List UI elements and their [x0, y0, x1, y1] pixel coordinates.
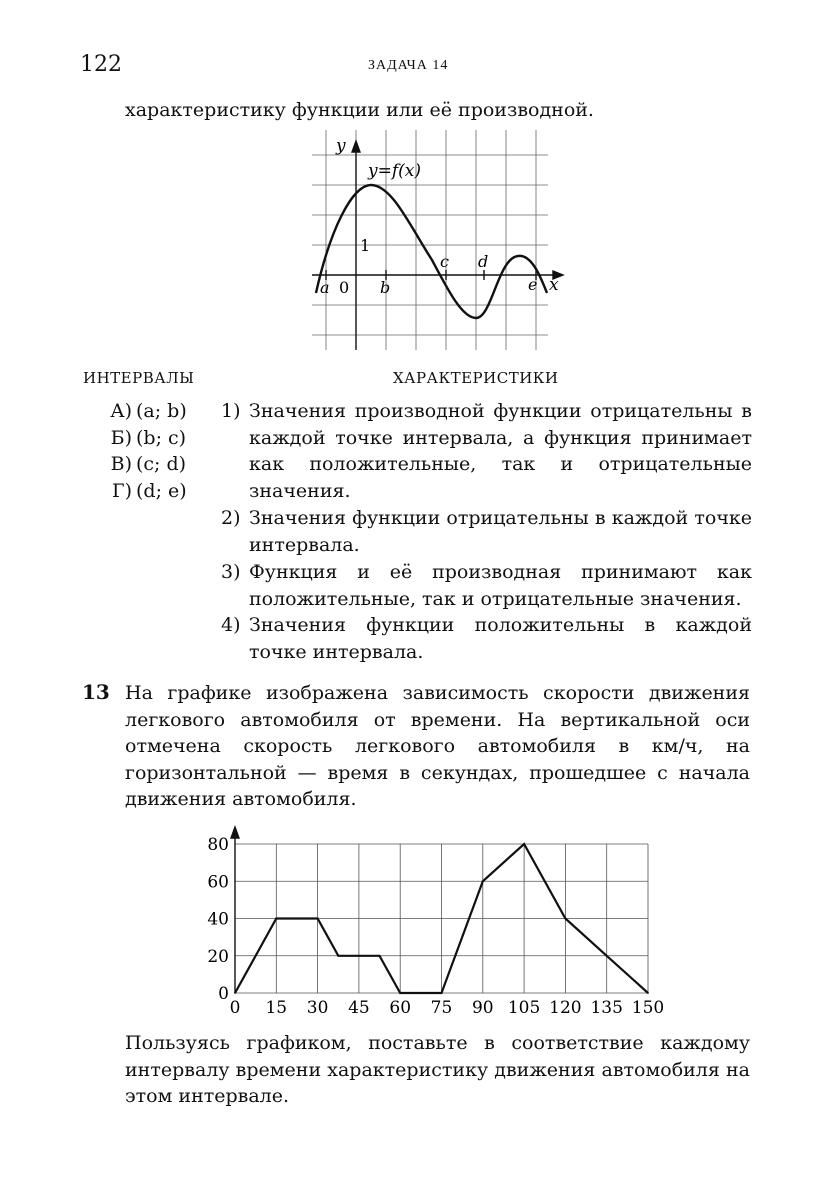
- data-point: [647, 992, 649, 994]
- function-graph-grid: [312, 130, 548, 350]
- task-text: На графике изображена зависимость скорости движения легкового автомобиля от времени. На вертикальной оси отмечена скорость легкового автомобиля в км/ч, на горизонтальной — время в секундах, прошедшее с начала движения автомобиля.: [125, 682, 750, 810]
- x-tick-label: 105: [507, 998, 541, 1018]
- page-number: 122: [80, 52, 122, 77]
- speed-chart-axes: [231, 827, 239, 993]
- characteristic-text: Значения функции положительны в каждой точке интервала.: [249, 614, 752, 663]
- characteristic-text: Значения производной функции отрицательны в каждой точке интервала, а функция принимает как положительные, так и отрицательные значения.: [249, 400, 752, 502]
- function-graph: [300, 130, 580, 355]
- data-point: [317, 918, 319, 920]
- data-point: [482, 880, 484, 882]
- function-curve: [316, 185, 547, 318]
- data-point: [337, 955, 339, 957]
- interval-value: (a; b): [136, 400, 187, 422]
- x-tick-label: 45: [348, 998, 370, 1018]
- x-tick-label: 135: [590, 998, 623, 1018]
- x-tick-label: 150: [631, 998, 665, 1018]
- interval-item: Б) (b; c): [110, 426, 187, 449]
- characteristic-item: 2) Значения функции отрицательны в каждой точке интервала.: [221, 505, 752, 558]
- data-point: [234, 992, 236, 994]
- data-point: [523, 843, 525, 845]
- intervals-heading: ИНТЕРВАЛЫ: [83, 369, 195, 387]
- interval-value: (b; c): [136, 426, 187, 449]
- point-label-c: c: [440, 252, 449, 271]
- function-label: y=f(x): [368, 161, 421, 181]
- data-point: [399, 992, 401, 994]
- function-graph-axes: [312, 141, 563, 350]
- data-point: [275, 918, 277, 920]
- x-tick-label: 60: [389, 998, 412, 1018]
- x-tick-label: 75: [430, 998, 453, 1018]
- intro-line: характеристику функции или её производной.: [125, 99, 594, 121]
- point-label-b: b: [380, 278, 391, 297]
- speed-chart: [195, 822, 675, 1022]
- data-point: [379, 955, 381, 957]
- interval-value: (c; d): [136, 453, 187, 475]
- y-tick-label: 60: [207, 872, 229, 893]
- task-number: 13: [82, 680, 110, 704]
- x-tick-label: 90: [471, 998, 494, 1018]
- interval-item: А) (a; b): [110, 400, 187, 422]
- y-tick-label: 80: [207, 835, 229, 855]
- characteristic-text: Функция и её производная принимают как положительные, так и отрицательные значения.: [249, 561, 752, 610]
- y-tick-label: 40: [207, 909, 229, 930]
- characteristic-item: 4) Значения функции положительны в каждой точке интервала.: [221, 612, 752, 665]
- x-tick-label: 120: [549, 998, 582, 1018]
- unit-label: 1: [360, 236, 371, 255]
- point-label-a: a: [320, 278, 330, 297]
- characteristic-text: Значения функции отрицательны в каждой точке интервала.: [249, 507, 752, 556]
- x-axis-label: x: [549, 275, 559, 295]
- outro-text: Пользуясь графиком, поставьте в соответствие каждому интервалу времени характеристику движения автомобиля на этом интервале.: [125, 1032, 750, 1107]
- characteristic-item: 1) Значения производной функции отрицательны в каждой точке интервала, а функция принимает как положительные, так и отрицательные значения.: [221, 398, 752, 504]
- data-point: [565, 918, 567, 920]
- x-tick-label: 30: [306, 998, 329, 1018]
- point-label-e: e: [528, 275, 538, 294]
- data-point: [606, 955, 608, 957]
- origin-label: 0: [339, 278, 350, 297]
- data-point: [441, 992, 443, 994]
- y-tick-label: 20: [207, 946, 229, 967]
- x-tick-label: 15: [265, 998, 288, 1018]
- interval-item: Г) (d; e): [112, 479, 187, 502]
- interval-value: (d; e): [136, 479, 187, 502]
- running-title: ЗАДАЧА 14: [368, 58, 449, 73]
- interval-list: [100, 398, 187, 504]
- y-tick-label: 0: [218, 984, 229, 1004]
- point-label-d: d: [478, 252, 489, 271]
- x-tick-label: 0: [229, 998, 241, 1018]
- characteristic-item: 3) Функция и её производная принимают как положительные, так и отрицательные значения.: [221, 559, 752, 612]
- characteristics-heading: ХАРАКТЕРИСТИКИ: [393, 369, 559, 387]
- interval-item: В) (c; d): [110, 453, 187, 475]
- y-axis-label: y: [336, 136, 346, 156]
